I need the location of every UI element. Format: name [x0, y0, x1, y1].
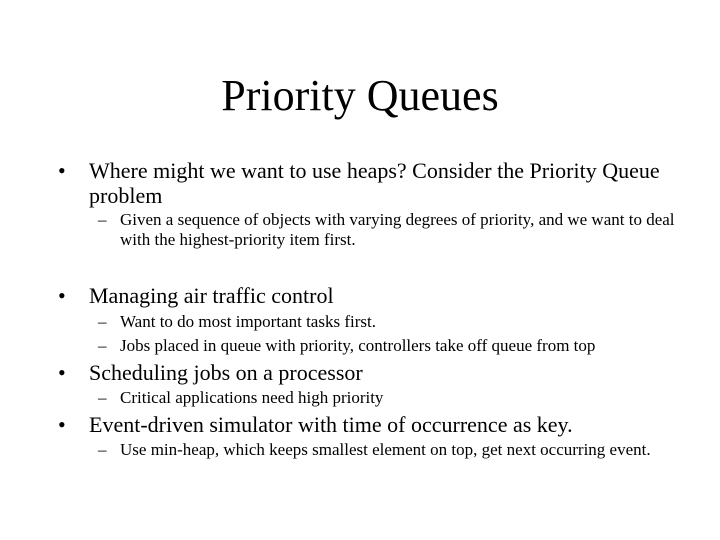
sub-bullet-text: Want to do most important tasks first. [120, 312, 376, 331]
dash-marker: – [98, 312, 107, 331]
bullet-text: Scheduling jobs on a processor [89, 360, 363, 385]
bullet-marker: • [58, 283, 66, 308]
bullet-item [58, 360, 698, 385]
dash-marker: – [98, 440, 107, 459]
dash-marker: – [98, 210, 107, 229]
bullet-text: Event-driven simulator with time of occurrence as key. [89, 412, 573, 437]
bullet-marker: • [58, 158, 66, 183]
bullet-text: Where might we want to use heaps? Consider the Priority Queue problem [89, 158, 660, 208]
bullet-marker: • [58, 360, 66, 385]
sub-bullet-item [98, 388, 698, 408]
bullet-item [58, 283, 698, 308]
bullet-text: Managing air traffic control [89, 283, 334, 308]
sub-bullet-item [98, 440, 698, 460]
sub-bullet-text: Jobs placed in queue with priority, controllers take off queue from top [120, 336, 596, 355]
dash-marker: – [98, 336, 107, 355]
sub-bullet-item [98, 336, 698, 356]
sub-bullet-text: Use min-heap, which keeps smallest element on top, get next occurring event. [120, 440, 651, 459]
sub-bullet-item [98, 312, 698, 332]
bullet-item [58, 412, 698, 437]
bullet-item [58, 158, 698, 208]
dash-marker: – [98, 388, 107, 407]
sub-bullet-text: Given a sequence of objects with varying degrees of priority, and we want to deal with the highest-priority item first. [120, 210, 675, 249]
bullet-marker: • [58, 412, 66, 437]
sub-bullet-item [98, 210, 698, 250]
slide-title: Priority Queues [221, 71, 499, 120]
sub-bullet-text: Critical applications need high priority [120, 388, 384, 407]
